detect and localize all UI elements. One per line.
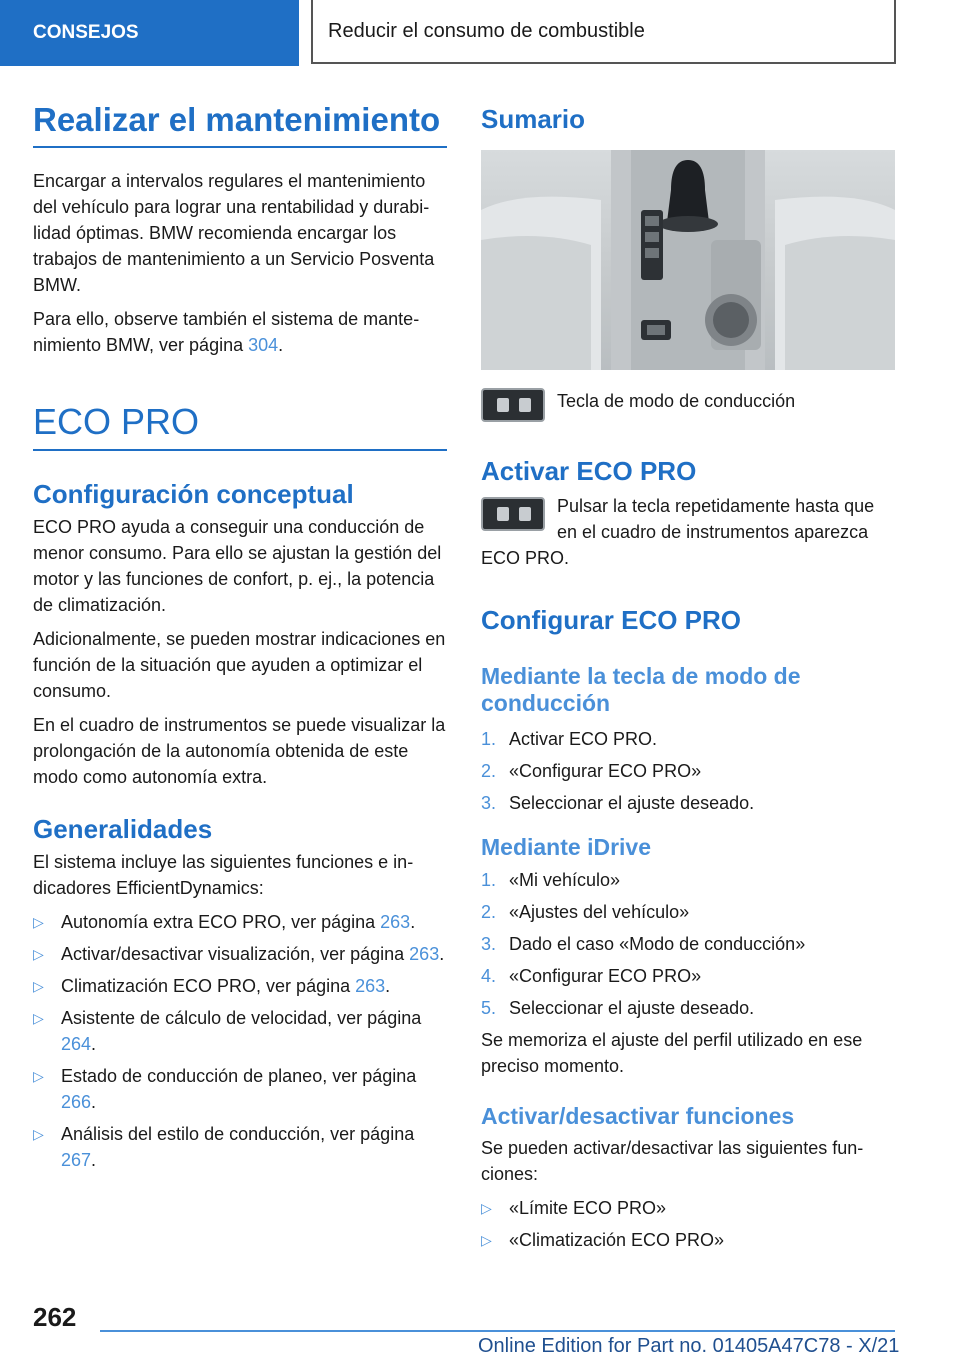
list-item: ▷ «Climatización ECO PRO»	[481, 1227, 895, 1253]
list-item: ▷ Autonomía extra ECO PRO, ver página 263.	[33, 909, 447, 935]
list-item: ▷ Activar/desactivar visualización, ver página 263.	[33, 941, 447, 967]
drive-mode-button-icon	[481, 388, 545, 422]
page-link[interactable]: 264	[61, 1034, 92, 1055]
list-item: 1. Activar ECO PRO.	[481, 728, 658, 749]
heading-configure: Configurar ECO PRO	[481, 605, 742, 636]
heading-via-idrive: Mediante iDrive	[481, 833, 651, 860]
paragraph-functions: Se pueden activar/desactivar las siguientes funciones:	[481, 1137, 864, 1184]
heading-conceptual: Configuración conceptual	[33, 478, 354, 509]
list-item: ▷ Estado de conducción de planeo, ver página 266.	[33, 1063, 447, 1115]
left-column	[33, 100, 447, 1179]
paragraph-conceptual-3: En el cuadro de instrumentos se puede visualizar la prolongación de la autonomía obtenida de este modo como autonomía extra.	[33, 714, 446, 787]
list-item: 2. «Configurar ECO PRO»	[481, 760, 702, 781]
triangle-bullet-icon: ▷	[481, 1231, 492, 1248]
page-link-304[interactable]: 304	[248, 334, 279, 355]
list-item: 4. «Configurar ECO PRO»	[481, 966, 702, 987]
paragraph-maintenance-1: Encargar a intervalos regulares el mantenimiento del vehículo para lograr una rentabilidad y durabilidad óptimas. BMW recomienda encargar los trabajos de mantenimiento a un Servicio Posventa BMW.	[33, 170, 435, 295]
page-link[interactable]: 267	[61, 1150, 92, 1171]
page-link[interactable]: 266	[61, 1092, 92, 1113]
triangle-bullet-icon: ▷	[33, 914, 44, 931]
list-item: 5. Seleccionar el ajuste deseado.	[481, 998, 755, 1019]
header-section-label: CONSEJOS	[33, 22, 139, 43]
list-item: ▷ Climatización ECO PRO, ver página 263.	[33, 973, 447, 999]
paragraph-general: El sistema incluye las siguientes funciones e indicadores EfficientDynamics:	[33, 852, 414, 899]
list-item: ▷ Asistente de cálculo de velocidad, ver página 264.	[33, 1005, 447, 1057]
paragraph-conceptual-1: ECO PRO ayuda a conseguir una conducción de menor consumo. Para ello se ajustan la gestión del motor y las funciones de confort, p. ej., la potencia de climatización.	[33, 516, 442, 615]
list-item: 3. Dado el caso «Modo de conducción»	[481, 934, 806, 955]
triangle-bullet-icon: ▷	[33, 1068, 44, 1085]
activate-text-block	[481, 493, 895, 571]
triangle-bullet-icon: ▷	[33, 978, 44, 995]
heading-maintenance: Realizar el mantenimiento	[33, 100, 447, 148]
footer-edition: Online Edition for Part no. 01405A47C78 - X/21	[478, 1335, 900, 1357]
heading-eco-pro: ECO PRO	[33, 400, 447, 451]
center-console-illustration	[481, 150, 895, 370]
button-steps-list	[481, 726, 895, 816]
triangle-bullet-icon: ▷	[33, 946, 44, 963]
idrive-steps-list	[481, 867, 895, 1021]
page-number: 262	[33, 1302, 77, 1332]
list-item: 2. «Ajustes del vehículo»	[481, 902, 690, 923]
heading-general: Generalidades	[33, 813, 213, 844]
caption-drive-mode: Tecla de modo de conducción	[557, 391, 796, 412]
page-link[interactable]: 263	[380, 912, 411, 933]
list-item: 1. «Mi vehículo»	[481, 870, 621, 891]
general-list	[33, 909, 447, 1173]
functions-list	[481, 1195, 895, 1253]
list-item: 3. Seleccionar el ajuste deseado.	[481, 792, 755, 813]
header-section-tab	[0, 0, 299, 66]
list-item: ▷ «Límite ECO PRO»	[481, 1195, 895, 1221]
list-item: ▷ Análisis del estilo de conducción, ver página 267.	[33, 1121, 447, 1173]
drive-mode-button-icon	[481, 497, 545, 531]
paragraph-conceptual-2: Adicionalmente, se pueden mostrar indicaciones en función de la situación que ayuden a optimizar el consumo.	[33, 628, 446, 701]
header-chapter-box	[311, 0, 896, 64]
heading-summary: Sumario	[481, 104, 586, 134]
triangle-bullet-icon: ▷	[33, 1126, 44, 1143]
heading-via-button: Mediante la tecla de modo de conducción	[481, 662, 801, 717]
center-console-photo	[481, 150, 895, 370]
page-link[interactable]: 263	[355, 976, 386, 997]
paragraph-maintenance-2: Para ello, observe también el sistema de mantenimiento BMW, ver página 304.	[33, 308, 420, 355]
footer-divider	[100, 1330, 895, 1332]
triangle-bullet-icon: ▷	[481, 1199, 492, 1216]
paragraph-idrive-note: Se memoriza el ajuste del perfil utilizado en ese preciso momento.	[481, 1030, 863, 1077]
caption-row	[481, 388, 895, 422]
paragraph-activate: Pulsar la tecla repetidamente hasta que en el cuadro de instrumentos aparezca ECO PRO.	[481, 496, 875, 569]
heading-functions: Activar/desactivar funciones	[481, 1103, 795, 1130]
triangle-bullet-icon: ▷	[33, 1010, 44, 1027]
page-link[interactable]: 263	[409, 944, 440, 965]
header-chapter-label: Reducir el consumo de combustible	[328, 19, 645, 42]
right-column	[481, 100, 895, 1259]
heading-activate: Activar ECO PRO	[481, 456, 697, 487]
